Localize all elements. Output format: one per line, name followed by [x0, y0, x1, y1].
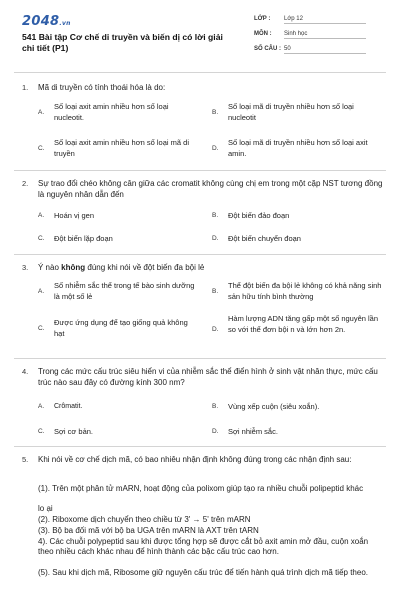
question-number: 2.: [22, 179, 29, 188]
option-c[interactable]: C. Được ứng dụng để tạo giống quả không hạt: [38, 318, 188, 338]
question-number: 5.: [22, 455, 29, 464]
option-a[interactable]: A. Hoán vị gen: [38, 211, 95, 220]
question-text: Mã di truyền có tính thoái hóa là do:: [38, 83, 166, 92]
statement-2: (2). Riboxome dịch chuyển theo chiều từ 3' → 5' trên mARN: [38, 515, 251, 524]
document-title: 541 Bài tập Cơ chế di truyền và biến dị có lời giải chi tiết (P1): [22, 32, 223, 53]
divider: [14, 72, 386, 73]
question-text: Sự trao đổi chéo không cân giữa các cromatit không cùng chị em trong một cặp NST tương đồng là nguyên nhân dẫn đến: [38, 179, 383, 199]
question-number: 1.: [22, 83, 29, 92]
question-number: 4.: [22, 367, 29, 376]
site-logo[interactable]: 2048.vn: [22, 14, 71, 29]
statement-1-cont: lo ại: [38, 504, 53, 513]
option-d[interactable]: D. Đột biến chuyển đoạn: [212, 234, 301, 243]
option-b[interactable]: B. Thể đột biến đa bội lẻ không có khả năng sinh sản hữu tính bình thường: [212, 281, 382, 301]
meta-subject: MÔN : Sinh học: [254, 31, 374, 39]
statement-5: (5). Sau khi dịch mã, Ribosome giữ nguyên cấu trúc để tiến hành quá trình dịch mã tiếp theo.: [38, 568, 368, 577]
option-d[interactable]: D. Sợi nhiễm sắc.: [212, 427, 278, 436]
question-text: Ý nào không đúng khi nói về đột biến đa bội lẻ: [38, 263, 205, 272]
divider: [14, 358, 386, 359]
question-number: 3.: [22, 263, 29, 272]
option-d[interactable]: D. Số loại mã di truyền nhiều hơn số loại axit amin.: [212, 138, 368, 158]
option-b[interactable]: B. Đột biến đảo đoạn: [212, 211, 290, 220]
statement-3: (3). Bộ ba đối mã với bộ ba UGA trên mARN là AXT trên tARN: [38, 526, 259, 535]
option-c[interactable]: C. Đột biến lặp đoạn: [38, 234, 113, 243]
option-c[interactable]: C. Sợi cơ bản.: [38, 427, 94, 436]
divider: [14, 446, 386, 447]
page-header: [0, 0, 400, 62]
divider: [14, 254, 386, 255]
divider: [14, 170, 386, 171]
option-b[interactable]: B. Vùng xếp cuộn (siêu xoắn).: [212, 402, 320, 411]
option-a[interactable]: A. Crômatit.: [38, 403, 83, 410]
option-a[interactable]: A. Số loại axit amin nhiều hơn số loại nucleotit.: [38, 102, 169, 122]
statement-4: 4). Các chuỗi polypeptid sau khi được tổng hợp sẽ được cắt bỏ axit amin mở đầu, cuộn xoắn theo nhiều cách khác nhau để hình thành các bậc cấu trúc cao hơn.: [38, 537, 369, 556]
option-c[interactable]: C. Số loại axit amin nhiều hơn số loại mã di truyền: [38, 138, 189, 158]
meta-question-count: SỐ CÂU : 50: [254, 46, 374, 54]
question-text: Trong các mức cấu trúc siêu hiển vi của nhiễm sắc thể điển hình ở sinh vật nhân thực, mức cấu trúc nào sau đây có đường kính 300 nm?: [38, 367, 378, 387]
statement-1: (1). Trên một phân tử mARN, hoạt động của polixom giúp tạo ra nhiều chuỗi polipeptid khác: [38, 484, 364, 493]
option-b[interactable]: B. Số loại mã di truyền nhiều hơn số loại nucleotit: [212, 102, 354, 122]
question-text: Khi nói về cơ chế dịch mã, có bao nhiêu nhận định không đúng trong các nhận định sau:: [38, 455, 352, 464]
meta-class: LỚP : Lớp 12: [254, 16, 374, 24]
option-d[interactable]: D. Hàm lượng ADN tăng gấp một số nguyên lần so với thể đơn bội n và lớn hơn 2n.: [212, 314, 379, 334]
option-a[interactable]: A. Số nhiễm sắc thể trong tế bào sinh dưỡng là một số lẻ: [38, 281, 195, 301]
